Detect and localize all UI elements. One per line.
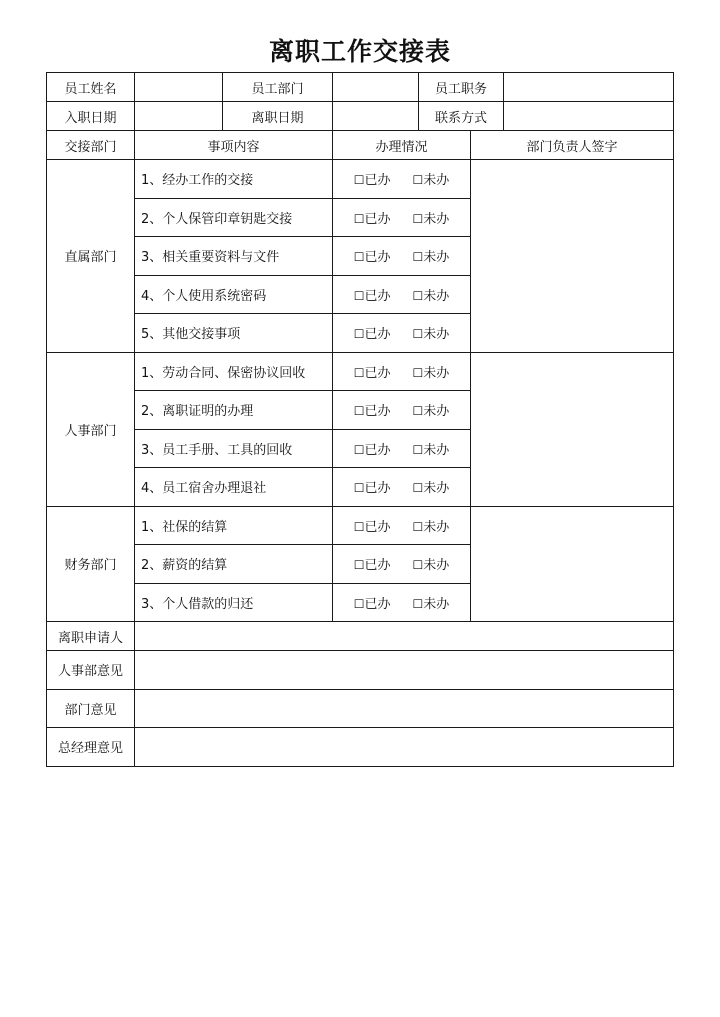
not-done-label: 未办 bbox=[423, 519, 450, 535]
signature-field[interactable] bbox=[471, 160, 674, 353]
gm-opinion-row bbox=[47, 728, 674, 767]
status-cell bbox=[333, 160, 471, 199]
done-label: 已办 bbox=[364, 596, 391, 612]
leave-date-label: 离职日期 bbox=[223, 102, 333, 131]
gm-opinion-field[interactable] bbox=[135, 728, 674, 767]
done-option[interactable] bbox=[354, 285, 391, 304]
done-option[interactable] bbox=[354, 554, 391, 573]
done-label: 已办 bbox=[364, 173, 391, 189]
done-label: 已办 bbox=[364, 558, 391, 574]
not-done-option[interactable] bbox=[413, 400, 450, 419]
not-done-option[interactable] bbox=[413, 477, 450, 496]
not-done-checkbox[interactable]: ☐ bbox=[412, 404, 424, 419]
dept-opinion-row bbox=[47, 689, 674, 728]
status-cell bbox=[333, 468, 471, 507]
not-done-checkbox[interactable]: ☐ bbox=[412, 211, 424, 226]
item-text: 5、其他交接事项 bbox=[135, 314, 333, 353]
not-done-option[interactable] bbox=[413, 593, 450, 612]
not-done-option[interactable] bbox=[413, 516, 450, 535]
status-cell bbox=[333, 275, 471, 314]
done-label: 已办 bbox=[364, 519, 391, 535]
done-checkbox[interactable]: ☐ bbox=[353, 596, 365, 611]
done-option[interactable] bbox=[354, 400, 391, 419]
signature-field[interactable] bbox=[471, 506, 674, 622]
gm-opinion-label: 总经理意见 bbox=[47, 728, 135, 767]
done-option[interactable] bbox=[354, 208, 391, 227]
dept-label: 员工部门 bbox=[223, 73, 333, 102]
not-done-option[interactable] bbox=[413, 208, 450, 227]
handover-row bbox=[47, 506, 674, 545]
handover-dept-header: 交接部门 bbox=[47, 131, 135, 160]
not-done-option[interactable] bbox=[413, 285, 450, 304]
done-checkbox[interactable]: ☐ bbox=[353, 519, 365, 534]
status-header: 办理情况 bbox=[333, 131, 471, 160]
not-done-checkbox[interactable]: ☐ bbox=[412, 173, 424, 188]
not-done-option[interactable] bbox=[413, 439, 450, 458]
not-done-option[interactable] bbox=[413, 554, 450, 573]
item-text: 2、离职证明的办理 bbox=[135, 391, 333, 430]
item-text: 3、个人借款的归还 bbox=[135, 583, 333, 622]
item-text: 4、个人使用系统密码 bbox=[135, 275, 333, 314]
done-checkbox[interactable]: ☐ bbox=[353, 558, 365, 573]
done-label: 已办 bbox=[364, 365, 391, 381]
status-cell bbox=[333, 314, 471, 353]
done-option[interactable] bbox=[354, 169, 391, 188]
status-cell bbox=[333, 237, 471, 276]
applicant-field[interactable] bbox=[135, 622, 674, 651]
hr-opinion-field[interactable] bbox=[135, 651, 674, 690]
not-done-checkbox[interactable]: ☐ bbox=[412, 327, 424, 342]
done-label: 已办 bbox=[364, 211, 391, 227]
done-checkbox[interactable]: ☐ bbox=[353, 327, 365, 342]
done-label: 已办 bbox=[364, 327, 391, 343]
done-checkbox[interactable]: ☐ bbox=[353, 481, 365, 496]
item-text: 3、相关重要资料与文件 bbox=[135, 237, 333, 276]
done-option[interactable] bbox=[354, 516, 391, 535]
done-label: 已办 bbox=[364, 481, 391, 497]
contact-field[interactable] bbox=[504, 102, 674, 131]
item-content-header: 事项内容 bbox=[135, 131, 333, 160]
status-cell bbox=[333, 429, 471, 468]
not-done-label: 未办 bbox=[423, 327, 450, 343]
done-label: 已办 bbox=[364, 404, 391, 420]
not-done-label: 未办 bbox=[423, 558, 450, 574]
item-text: 2、薪资的结算 bbox=[135, 545, 333, 584]
hire-date-field[interactable] bbox=[135, 102, 223, 131]
section-dept-label: 人事部门 bbox=[47, 352, 135, 506]
not-done-checkbox[interactable]: ☐ bbox=[412, 288, 424, 303]
done-option[interactable] bbox=[354, 246, 391, 265]
done-label: 已办 bbox=[364, 442, 391, 458]
item-text: 1、社保的结算 bbox=[135, 506, 333, 545]
not-done-label: 未办 bbox=[423, 596, 450, 612]
done-checkbox[interactable]: ☐ bbox=[353, 365, 365, 380]
done-label: 已办 bbox=[364, 288, 391, 304]
name-field[interactable] bbox=[135, 73, 223, 102]
header-row bbox=[47, 131, 674, 160]
not-done-label: 未办 bbox=[423, 173, 450, 189]
item-text: 4、员工宿舍办理退社 bbox=[135, 468, 333, 507]
handover-row bbox=[47, 160, 674, 199]
dept-opinion-field[interactable] bbox=[135, 689, 674, 728]
hr-opinion-label: 人事部意见 bbox=[47, 651, 135, 690]
position-field[interactable] bbox=[504, 73, 674, 102]
applicant-label: 离职申请人 bbox=[47, 622, 135, 651]
not-done-checkbox[interactable]: ☐ bbox=[412, 519, 424, 534]
done-option[interactable] bbox=[354, 323, 391, 342]
done-option[interactable] bbox=[354, 593, 391, 612]
status-cell bbox=[333, 198, 471, 237]
not-done-checkbox[interactable]: ☐ bbox=[412, 481, 424, 496]
dept-opinion-label: 部门意见 bbox=[47, 689, 135, 728]
done-option[interactable] bbox=[354, 439, 391, 458]
contact-label: 联系方式 bbox=[419, 102, 504, 131]
info-row-2 bbox=[47, 102, 674, 131]
signature-field[interactable] bbox=[471, 352, 674, 506]
not-done-label: 未办 bbox=[423, 481, 450, 497]
signature-header: 部门负责人签字 bbox=[471, 131, 674, 160]
not-done-label: 未办 bbox=[423, 288, 450, 304]
form-title: 离职工作交接表 bbox=[268, 37, 451, 66]
item-text: 2、个人保管印章钥匙交接 bbox=[135, 198, 333, 237]
hr-opinion-row bbox=[47, 651, 674, 690]
dept-field[interactable] bbox=[333, 73, 419, 102]
done-checkbox[interactable]: ☐ bbox=[353, 288, 365, 303]
status-cell bbox=[333, 506, 471, 545]
item-text: 3、员工手册、工具的回收 bbox=[135, 429, 333, 468]
not-done-checkbox[interactable]: ☐ bbox=[412, 558, 424, 573]
not-done-checkbox[interactable]: ☐ bbox=[412, 365, 424, 380]
item-text: 1、经办工作的交接 bbox=[135, 160, 333, 199]
not-done-option[interactable] bbox=[413, 362, 450, 381]
not-done-checkbox[interactable]: ☐ bbox=[412, 442, 424, 457]
not-done-checkbox[interactable]: ☐ bbox=[412, 596, 424, 611]
hire-date-label: 入职日期 bbox=[47, 102, 135, 131]
leave-date-field[interactable] bbox=[333, 102, 419, 131]
not-done-label: 未办 bbox=[423, 211, 450, 227]
done-checkbox[interactable]: ☐ bbox=[353, 250, 365, 265]
item-text: 1、劳动合同、保密协议回收 bbox=[135, 352, 333, 391]
done-option[interactable] bbox=[354, 362, 391, 381]
not-done-checkbox[interactable]: ☐ bbox=[412, 250, 424, 265]
name-label: 员工姓名 bbox=[47, 73, 135, 102]
status-cell bbox=[333, 545, 471, 584]
handover-row bbox=[47, 352, 674, 391]
position-label: 员工职务 bbox=[419, 73, 504, 102]
done-checkbox[interactable]: ☐ bbox=[353, 442, 365, 457]
status-cell bbox=[333, 391, 471, 430]
section-dept-label: 直属部门 bbox=[47, 160, 135, 353]
not-done-option[interactable] bbox=[413, 246, 450, 265]
done-checkbox[interactable]: ☐ bbox=[353, 211, 365, 226]
not-done-label: 未办 bbox=[423, 250, 450, 266]
done-label: 已办 bbox=[364, 250, 391, 266]
applicant-row bbox=[47, 622, 674, 651]
done-option[interactable] bbox=[354, 477, 391, 496]
done-checkbox[interactable]: ☐ bbox=[353, 404, 365, 419]
done-checkbox[interactable]: ☐ bbox=[353, 173, 365, 188]
info-row-1 bbox=[47, 73, 674, 102]
handover-form-table bbox=[46, 72, 674, 767]
not-done-label: 未办 bbox=[423, 404, 450, 420]
status-cell bbox=[333, 583, 471, 622]
not-done-option[interactable] bbox=[413, 323, 450, 342]
status-cell bbox=[333, 352, 471, 391]
not-done-option[interactable] bbox=[413, 169, 450, 188]
not-done-label: 未办 bbox=[423, 365, 450, 381]
not-done-label: 未办 bbox=[423, 442, 450, 458]
section-dept-label: 财务部门 bbox=[47, 506, 135, 622]
